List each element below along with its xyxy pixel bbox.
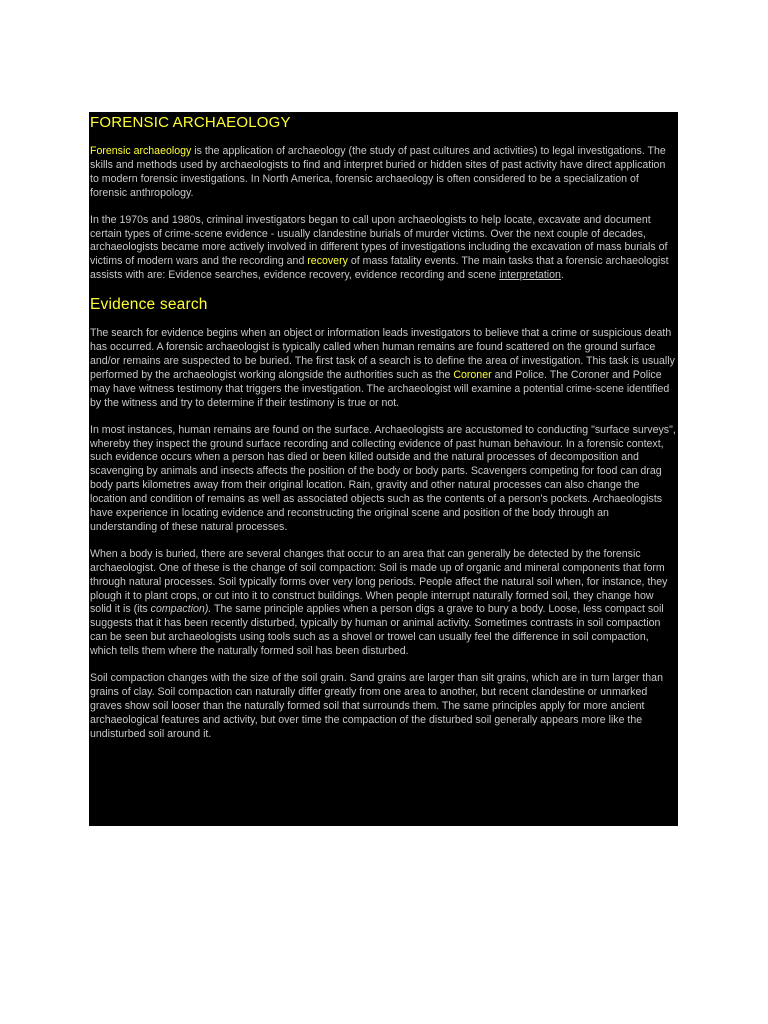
evidence-paragraph-2: In most instances, human remains are found on the surface. Archaeologists are accustomed to conducting "surface surveys", whereby they inspect the ground surface recording and collecting evidence of past human behaviour. In a forensic context, such evidence occurs when a person has died or been killed outside and the natural processes of decomposition and scavenging by animals and insects affects the position of the body or body parts. Scavengers competing for food can drag body parts kilometres away from their original location. Rain, gravity and other natural processes can also change the location and condition of remains as well as associated objects such as the contents of a person's pockets. Archaeologists have experience in locating evidence and reconstructing the original scene and position of the body through an understanding of these natural processes. bbox=[90, 423, 676, 533]
evidence-paragraph-1-text-b: and Police. The Coroner and Police may have witness testimony that triggers the investigation. The archaeologist will examine a potential crime-scene identified by the witness and try to determine if their testimony is true or not. bbox=[90, 368, 670, 409]
interpretation-link[interactable]: interpretation bbox=[499, 269, 561, 282]
evidence-paragraph-3 bbox=[90, 548, 677, 659]
evidence-paragraph-3-text-a: When a body is buried, there are several changes that occur to an area that can generally be detected by the forensic archaeologist. One of these is the change of soil compaction: Soil is made up of organic and mineral components that form through natural processes. Soil typically forms over very long periods. People affect the natural soil when, for instance, they plough it to plant crops, or cut into it to construct buildings. When people interrupt naturally formed soil, they change how solid it is (its bbox=[90, 547, 668, 616]
section-heading-evidence-search: Evidence search bbox=[90, 296, 208, 314]
page-title: FORENSIC ARCHAEOLOGY bbox=[90, 114, 291, 131]
intro-paragraph-2-text-a: In the 1970s and 1980s, criminal investigators began to call upon archaeologists to help locate, excavate and document certain types of crime-scene evidence - usually clandestine burials of murder victims. Over the next couple of decades, archaeologists became more actively involved in different types of investigations including the excavation of mass burials of victims of modern wars and the recording and bbox=[90, 213, 668, 268]
coroner-link[interactable]: Coroner bbox=[453, 368, 492, 381]
evidence-paragraph-1 bbox=[90, 327, 677, 410]
evidence-paragraph-4: Soil compaction changes with the size of the soil grain. Sand grains are larger than silt grains, which are in turn larger than grains of clay. Soil compaction can naturally differ greatly from one area to another, but recent clandestine or unmarked graves show soil looser than the naturally formed soil that surrounds them. The same principles apply for more ancient archaeological features and activity, but over time the compaction of the disturbed soil generally appears more like the undisturbed soil around it. bbox=[90, 672, 663, 740]
intro-paragraph-1 bbox=[90, 145, 677, 201]
intro-paragraph-1-text: is the application of archaeology (the study of past cultures and activities) to legal investigations. The skills and methods used by archaeologists to find and interpret buried or hidden sites of past activity have direct application to modern forensic investigations. In North America, forensic archaeology is often considered to be a specialization of forensic anthropology. bbox=[90, 145, 666, 199]
recovery-link[interactable]: recovery bbox=[307, 255, 348, 268]
document-page bbox=[89, 112, 678, 826]
evidence-paragraph-3-text-b: The same principle applies when a person digs a grave to bury a body. Loose, less compact soil suggests that it has been recently disturbed, typically by human or animal activity. Sometimes contrasts in soil compaction can be seen but archaeologists using tools such as a shovel or trowel can usually feel the difference in soil compaction, which tells them where the naturally formed soil has been disturbed. bbox=[90, 603, 664, 658]
compaction-italic: compaction). bbox=[150, 603, 212, 616]
evidence-paragraph-1-text-a: The search for evidence begins when an object or information leads investigators to believe that a crime or suspicious death has occurred. A forensic archaeologist is typically called when human remains are found scattered on the ground surface and/or remains are suspected to be buried. The first task of a search is to define the area of investigation. This task is usually performed by the archaeologist working alongside the authorities such as the bbox=[90, 327, 675, 381]
intro-paragraph-2-text-b: of mass fatality events. The main tasks that a forensic archaeologist assists with are: Evidence searches, evidence recovery, evidence recording and scene bbox=[90, 255, 669, 282]
intro-paragraph-2-text-c: . bbox=[560, 269, 564, 282]
forensic-archaeology-link[interactable]: Forensic archaeology bbox=[90, 145, 192, 157]
intro-paragraph-2 bbox=[90, 214, 677, 284]
